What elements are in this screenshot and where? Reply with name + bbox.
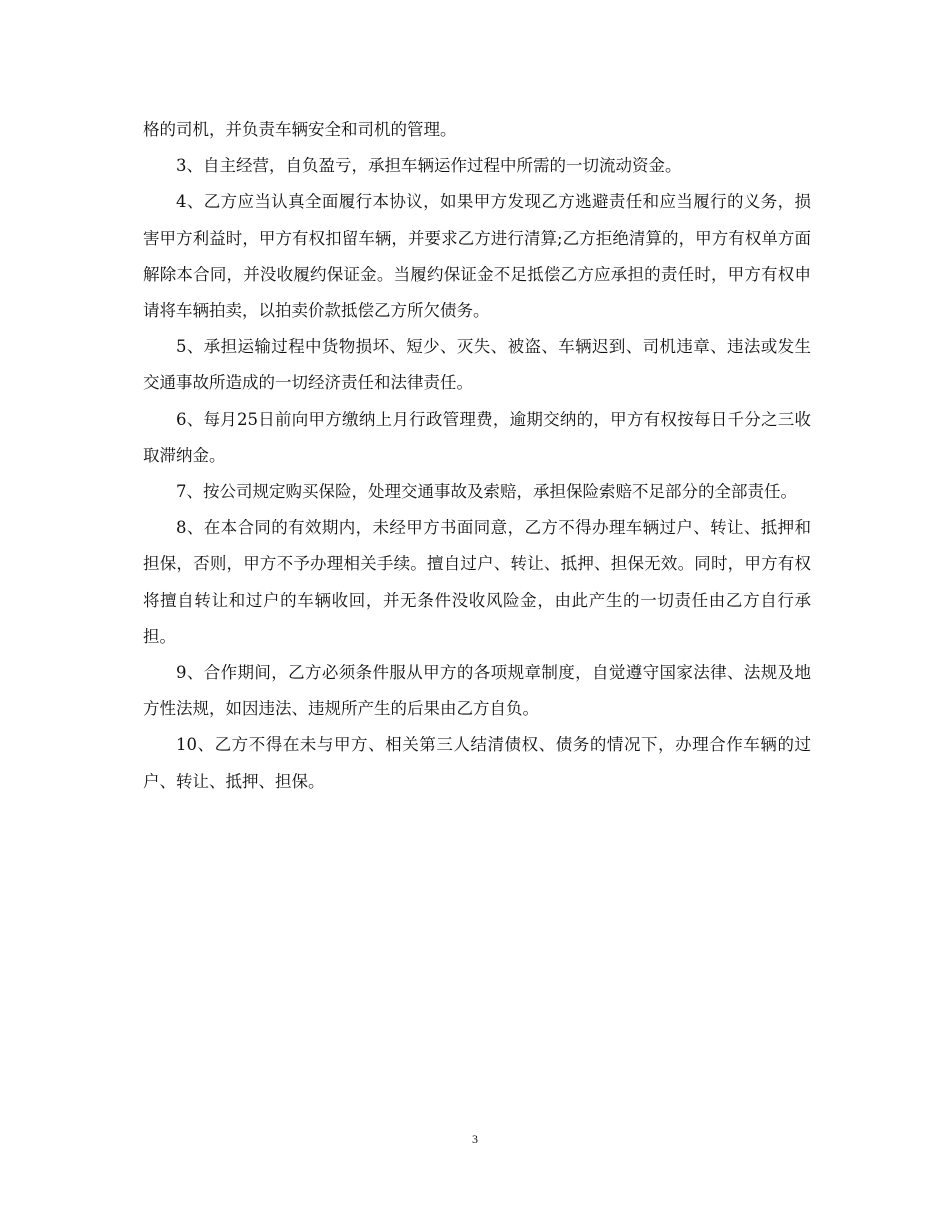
page-number: 3 <box>472 1132 478 1146</box>
clause-5: 5、承担运输过程中货物损坏、短少、灭失、被盗、车辆迟到、司机违章、违法或发生交通事故所造成的一切经济责任和法律责任。 <box>143 337 811 393</box>
clause-6: 6、每月25日前向甲方缴纳上月行政管理费，逾期交纳的，甲方有权按每日千分之三收取滞纳金。 <box>143 409 811 465</box>
clause-10: 10、乙方不得在未与甲方、相关第三人结清债权、债务的情况下，办理合作车辆的过户、转让、抵押、担保。 <box>143 735 811 791</box>
clause-7: 7、按公司规定购买保险，处理交通事故及索赔，承担保险索赔不足部分的全部责任。 <box>176 482 797 502</box>
clause-3: 3、自主经营，自负盈亏，承担车辆运作过程中所需的一切流动资金。 <box>176 156 682 176</box>
paragraph-continuation: 格的司机，并负责车辆安全和司机的管理。 <box>143 120 457 139</box>
clause-8: 8、在本合同的有效期内，未经甲方书面同意，乙方不得办理车辆过户、转让、抵押和担保，否则，甲方不予办理相关手续。擅自过户、转让、抵押、担保无效。同时，甲方有权将擅自转让和过户的车辆收回，并无条件没收风险金，由此产生的一切责任由乙方自行承担。 <box>143 518 811 646</box>
document-body <box>143 112 811 800</box>
clause-9: 9、合作期间，乙方必须条件服从甲方的各项规章制度，自觉遵守国家法律、法规及地方性法规，如因违法、违规所产生的后果由乙方自负。 <box>143 663 811 719</box>
clause-4: 4、乙方应当认真全面履行本协议，如果甲方发现乙方逃避责任和应当履行的义务，损害甲方利益时，甲方有权扣留车辆，并要求乙方进行清算;乙方拒绝清算的，甲方有权单方面解除本合同，并没收履约保证金。当履约保证金不足抵偿乙方应承担的责任时，甲方有权申请将车辆拍卖，以拍卖价款抵偿乙方所欠债务。 <box>143 192 811 321</box>
